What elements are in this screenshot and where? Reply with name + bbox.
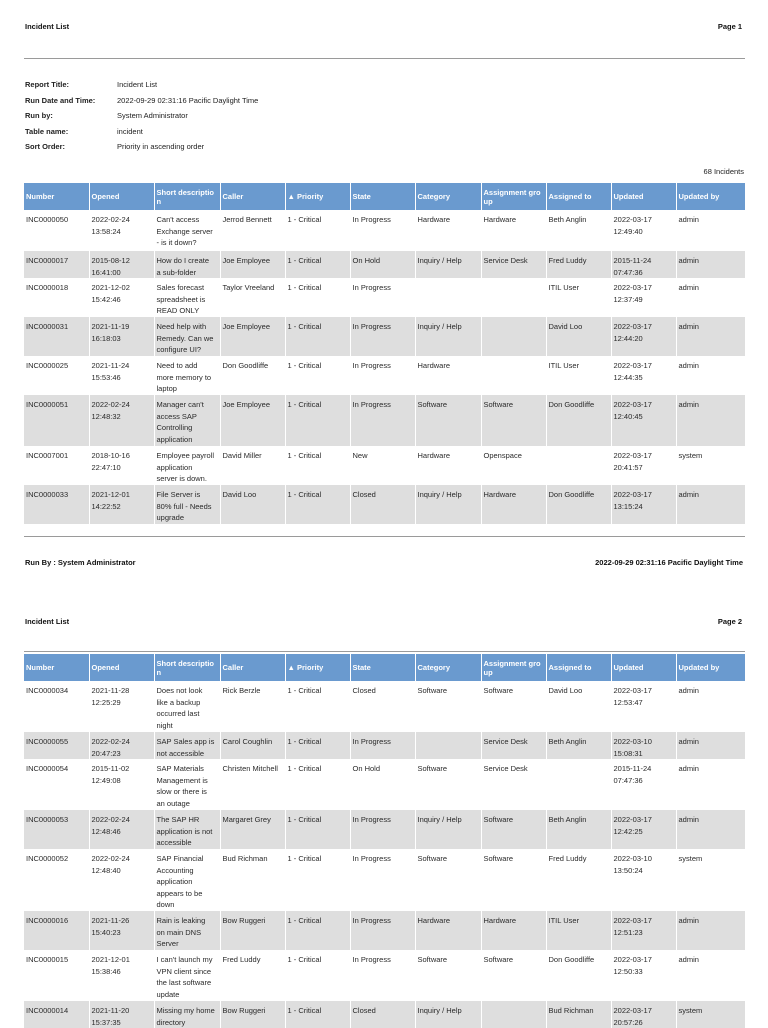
meta-row	[25, 96, 258, 112]
cell-state: In Progress	[350, 278, 415, 317]
column-header-opened[interactable]: Opened	[89, 654, 154, 681]
cell-category: Software	[415, 950, 481, 1001]
cell-opened: 2021-12-01 15:38:46	[89, 950, 154, 1001]
cell-opened: 2022-02-24 12:48:46	[89, 810, 154, 849]
cell-opened: 2021-12-01 14:22:52	[89, 485, 154, 524]
footer-run-by: Run By : System Administrator	[25, 558, 136, 567]
table-row	[24, 849, 745, 911]
cell-assignment-group	[481, 356, 546, 395]
column-header-priority[interactable]: ▲ Priority	[285, 183, 350, 210]
page1-page-number: Page 1	[717, 22, 742, 31]
table-row	[24, 317, 745, 356]
column-header-state[interactable]: State	[350, 183, 415, 210]
cell-updated-by: admin	[676, 681, 745, 732]
incident-table-page1	[24, 183, 746, 524]
cell-short-description: Employee payroll application server is down.	[154, 446, 220, 485]
cell-number[interactable]: INC0000050	[24, 210, 89, 251]
cell-priority: 1 - Critical	[285, 356, 350, 395]
cell-category	[415, 278, 481, 317]
cell-priority: 1 - Critical	[285, 911, 350, 950]
cell-short-description: Sales forecast spreadsheet is READ ONLY	[154, 278, 220, 317]
table-row	[24, 251, 745, 278]
cell-short-description: The SAP HR application is not accessible	[154, 810, 220, 849]
cell-updated-by: admin	[676, 395, 745, 446]
cell-priority: 1 - Critical	[285, 395, 350, 446]
cell-category: Inquiry / Help	[415, 1001, 481, 1028]
table-header-row	[24, 654, 745, 681]
cell-caller: Margaret Grey	[220, 810, 285, 849]
cell-state: In Progress	[350, 810, 415, 849]
cell-short-description: Does not look like a backup occurred last night	[154, 681, 220, 732]
cell-updated-by: admin	[676, 278, 745, 317]
cell-assigned-to: Don Goodliffe	[546, 395, 611, 446]
table-row	[24, 356, 745, 395]
cell-updated-by: admin	[676, 251, 745, 278]
cell-assigned-to: Don Goodliffe	[546, 485, 611, 524]
cell-number[interactable]: INC0000054	[24, 759, 89, 810]
table-row	[24, 210, 745, 251]
cell-assigned-to	[546, 759, 611, 810]
cell-caller: Joe Employee	[220, 395, 285, 446]
cell-assignment-group: Software	[481, 395, 546, 446]
cell-assignment-group: Software	[481, 950, 546, 1001]
column-header-opened[interactable]: Opened	[89, 183, 154, 210]
cell-category: Inquiry / Help	[415, 317, 481, 356]
cell-assignment-group: Software	[481, 849, 546, 911]
cell-updated: 2022-03-17 12:50:33	[611, 950, 676, 1001]
cell-updated: 2022-03-17 12:44:35	[611, 356, 676, 395]
cell-caller: Bow Ruggeri	[220, 1001, 285, 1028]
cell-number[interactable]: INC0000016	[24, 911, 89, 950]
cell-caller: David Miller	[220, 446, 285, 485]
cell-priority: 1 - Critical	[285, 1001, 350, 1028]
cell-opened: 2015-08-12 16:41:00	[89, 251, 154, 278]
cell-state: On Hold	[350, 759, 415, 810]
cell-state: In Progress	[350, 317, 415, 356]
cell-assignment-group: Service Desk	[481, 732, 546, 759]
cell-state: In Progress	[350, 732, 415, 759]
table-row	[24, 395, 745, 446]
cell-category: Inquiry / Help	[415, 810, 481, 849]
cell-short-description: File Server is 80% full - Needs upgrade	[154, 485, 220, 524]
cell-caller: Rick Berzle	[220, 681, 285, 732]
cell-number[interactable]: INC0000033	[24, 485, 89, 524]
cell-number[interactable]: INC0000055	[24, 732, 89, 759]
column-header-short-description[interactable]: Short descriptio n	[154, 183, 220, 210]
table-row	[24, 446, 745, 485]
cell-updated-by: admin	[676, 759, 745, 810]
cell-updated-by: admin	[676, 732, 745, 759]
cell-number[interactable]: INC0000025	[24, 356, 89, 395]
cell-updated: 2022-03-17 12:44:20	[611, 317, 676, 356]
table-row	[24, 732, 745, 759]
cell-state: In Progress	[350, 395, 415, 446]
cell-assigned-to: Fred Luddy	[546, 849, 611, 911]
cell-updated: 2015-11-24 07:47:36	[611, 251, 676, 278]
cell-assigned-to: ITIL User	[546, 911, 611, 950]
cell-assigned-to: David Loo	[546, 681, 611, 732]
table-row	[24, 950, 745, 1001]
cell-priority: 1 - Critical	[285, 849, 350, 911]
cell-opened: 2021-11-24 15:53:46	[89, 356, 154, 395]
footer-run-date: 2022-09-29 02:31:16 Pacific Daylight Time	[595, 558, 743, 567]
cell-assigned-to: ITIL User	[546, 278, 611, 317]
cell-assignment-group: Service Desk	[481, 251, 546, 278]
cell-updated: 2015-11-24 07:47:36	[611, 759, 676, 810]
cell-updated: 2022-03-17 12:42:25	[611, 810, 676, 849]
cell-number[interactable]: INC0000014	[24, 1001, 89, 1028]
cell-updated-by: admin	[676, 485, 745, 524]
cell-caller: Jerrod Bennett	[220, 210, 285, 251]
page1-header-rule	[24, 58, 745, 59]
cell-number[interactable]: INC0000017	[24, 251, 89, 278]
cell-state: In Progress	[350, 911, 415, 950]
cell-opened: 2022-02-24 20:47:23	[89, 732, 154, 759]
cell-caller: Fred Luddy	[220, 950, 285, 1001]
report-meta	[25, 80, 258, 158]
cell-updated-by: admin	[676, 911, 745, 950]
cell-updated-by: admin	[676, 317, 745, 356]
meta-key: Sort Order:	[25, 142, 66, 151]
cell-category: Software	[415, 849, 481, 911]
cell-short-description: How do I create a sub-folder	[154, 251, 220, 278]
cell-category: Software	[415, 681, 481, 732]
cell-assigned-to	[546, 446, 611, 485]
cell-opened: 2022-02-24 13:58:24	[89, 210, 154, 251]
cell-caller: Taylor Vreeland	[220, 278, 285, 317]
column-header-updated[interactable]: Updated	[611, 654, 676, 681]
incident-count: 68 Incidents	[703, 167, 744, 176]
cell-updated-by: admin	[676, 356, 745, 395]
cell-updated: 2022-03-17 20:57:26	[611, 1001, 676, 1028]
page2-page-number: Page 2	[717, 617, 742, 626]
table-row	[24, 759, 745, 810]
cell-caller: Don Goodliffe	[220, 356, 285, 395]
table-row	[24, 485, 745, 524]
column-header-updated-by[interactable]: Updated by	[676, 183, 745, 210]
cell-state: In Progress	[350, 210, 415, 251]
cell-caller: Bud Richman	[220, 849, 285, 911]
cell-updated-by: admin	[676, 210, 745, 251]
cell-state: In Progress	[350, 849, 415, 911]
column-header-category[interactable]: Category	[415, 654, 481, 681]
cell-state: Closed	[350, 681, 415, 732]
cell-short-description: Rain is leaking on main DNS Server	[154, 911, 220, 950]
cell-assigned-to: Don Goodliffe	[546, 950, 611, 1001]
meta-row	[25, 111, 258, 127]
cell-assigned-to: ITIL User	[546, 356, 611, 395]
cell-assignment-group	[481, 278, 546, 317]
table-row	[24, 911, 745, 950]
cell-updated-by: system	[676, 1001, 745, 1028]
column-header-number[interactable]: Number	[24, 183, 89, 210]
cell-opened: 2021-11-28 12:25:29	[89, 681, 154, 732]
column-header-assigned-to[interactable]: Assigned to	[546, 654, 611, 681]
cell-number[interactable]: INC0000015	[24, 950, 89, 1001]
cell-assignment-group	[481, 317, 546, 356]
page1-header-title: Incident List	[25, 22, 70, 31]
meta-key: Run Date and Time:	[25, 95, 96, 105]
cell-assigned-to: Beth Anglin	[546, 810, 611, 849]
cell-updated-by: system	[676, 446, 745, 485]
cell-category: Software	[415, 395, 481, 446]
page1-footer-rule	[24, 536, 745, 537]
cell-assignment-group: Software	[481, 681, 546, 732]
cell-short-description: Need help with Remedy. Can we configure UI?	[154, 317, 220, 356]
cell-assigned-to: Beth Anglin	[546, 732, 611, 759]
cell-short-description: SAP Sales app is not accessible	[154, 732, 220, 759]
column-header-caller[interactable]: Caller	[220, 654, 285, 681]
cell-caller: Joe Employee	[220, 317, 285, 356]
cell-short-description: I can't launch my VPN client since the last software update	[154, 950, 220, 1001]
cell-assignment-group: Openspace	[481, 446, 546, 485]
cell-number[interactable]: INC0000018	[24, 278, 89, 317]
cell-category: Inquiry / Help	[415, 485, 481, 524]
cell-assigned-to: Fred Luddy	[546, 251, 611, 278]
meta-value: Priority in ascending order	[117, 142, 205, 151]
cell-short-description: SAP Materials Management is slow or there is an outage	[154, 759, 220, 810]
cell-priority: 1 - Critical	[285, 759, 350, 810]
page2-header-title: Incident List	[25, 617, 70, 626]
cell-updated: 2022-03-17 13:15:24	[611, 485, 676, 524]
meta-value: System Administrator	[117, 111, 188, 120]
cell-caller: Christen Mitchell	[220, 759, 285, 810]
cell-updated: 2022-03-17 20:41:57	[611, 446, 676, 485]
cell-state: In Progress	[350, 950, 415, 1001]
meta-key: Run by:	[25, 111, 53, 120]
meta-row	[25, 80, 258, 96]
column-header-assignment-group[interactable]: Assignment gro up	[481, 654, 546, 681]
cell-updated: 2022-03-10 13:50:24	[611, 849, 676, 911]
column-header-caller[interactable]: Caller	[220, 183, 285, 210]
cell-assigned-to: Beth Anglin	[546, 210, 611, 251]
cell-short-description: Can't access Exchange server - is it down?	[154, 210, 220, 251]
cell-assigned-to: David Loo	[546, 317, 611, 356]
meta-value: 2022-09-29 02:31:16 Pacific Daylight Time	[117, 95, 259, 105]
cell-category: Hardware	[415, 356, 481, 395]
meta-row	[25, 127, 258, 143]
cell-assignment-group: Hardware	[481, 210, 546, 251]
cell-number[interactable]: INC0000052	[24, 849, 89, 911]
cell-priority: 1 - Critical	[285, 278, 350, 317]
column-header-assigned-to[interactable]: Assigned to	[546, 183, 611, 210]
cell-priority: 1 - Critical	[285, 810, 350, 849]
column-header-state[interactable]: State	[350, 654, 415, 681]
column-header-short-description[interactable]: Short descriptio n	[154, 654, 220, 681]
meta-row	[25, 142, 258, 158]
cell-assignment-group: Hardware	[481, 911, 546, 950]
cell-opened: 2022-02-24 12:48:40	[89, 849, 154, 911]
cell-opened: 2022-02-24 12:48:32	[89, 395, 154, 446]
cell-opened: 2021-11-20 15:37:35	[89, 1001, 154, 1028]
cell-updated-by: admin	[676, 810, 745, 849]
column-header-category[interactable]: Category	[415, 183, 481, 210]
cell-priority: 1 - Critical	[285, 210, 350, 251]
cell-state: In Progress	[350, 356, 415, 395]
cell-priority: 1 - Critical	[285, 681, 350, 732]
table-header-row	[24, 183, 745, 210]
cell-number[interactable]: INC0000053	[24, 810, 89, 849]
column-header-assignment-group[interactable]: Assignment gro up	[481, 183, 546, 210]
cell-assignment-group: Software	[481, 810, 546, 849]
cell-state: On Hold	[350, 251, 415, 278]
cell-assignment-group: Service Desk	[481, 759, 546, 810]
cell-priority: 1 - Critical	[285, 485, 350, 524]
cell-caller: David Loo	[220, 485, 285, 524]
cell-updated: 2022-03-17 12:40:45	[611, 395, 676, 446]
cell-updated: 2022-03-17 12:53:47	[611, 681, 676, 732]
column-header-priority[interactable]: ▲ Priority	[285, 654, 350, 681]
cell-priority: 1 - Critical	[285, 317, 350, 356]
cell-category: Hardware	[415, 210, 481, 251]
meta-value: Incident List	[117, 80, 158, 89]
cell-opened: 2021-12-02 15:42:46	[89, 278, 154, 317]
meta-key: Table name:	[25, 126, 69, 136]
cell-short-description: Need to add more memory to laptop	[154, 356, 220, 395]
cell-category	[415, 732, 481, 759]
cell-opened: 2015-11-02 12:49:08	[89, 759, 154, 810]
cell-updated: 2022-03-17 12:51:23	[611, 911, 676, 950]
column-header-number[interactable]: Number	[24, 654, 89, 681]
cell-number[interactable]: INC0000031	[24, 317, 89, 356]
cell-priority: 1 - Critical	[285, 950, 350, 1001]
table-row	[24, 681, 745, 732]
meta-value: incident	[117, 126, 143, 136]
cell-priority: 1 - Critical	[285, 251, 350, 278]
cell-priority: 1 - Critical	[285, 446, 350, 485]
cell-category: Hardware	[415, 911, 481, 950]
cell-updated: 2022-03-17 12:37:49	[611, 278, 676, 317]
cell-category: Hardware	[415, 446, 481, 485]
cell-assigned-to: Bud Richman	[546, 1001, 611, 1028]
cell-caller: Joe Employee	[220, 251, 285, 278]
cell-number[interactable]: INC0000034	[24, 681, 89, 732]
cell-number[interactable]: INC0007001	[24, 446, 89, 485]
column-header-updated[interactable]: Updated	[611, 183, 676, 210]
cell-caller: Bow Ruggeri	[220, 911, 285, 950]
cell-opened: 2018-10-16 22:47:10	[89, 446, 154, 485]
cell-opened: 2021-11-19 16:18:03	[89, 317, 154, 356]
cell-assignment-group: Hardware	[481, 485, 546, 524]
cell-opened: 2021-11-26 15:40:23	[89, 911, 154, 950]
cell-priority: 1 - Critical	[285, 732, 350, 759]
column-header-updated-by[interactable]: Updated by	[676, 654, 745, 681]
cell-updated-by: admin	[676, 950, 745, 1001]
cell-short-description: Missing my home directory	[154, 1001, 220, 1028]
meta-key: Report Title:	[25, 80, 70, 89]
cell-category: Inquiry / Help	[415, 251, 481, 278]
incident-table-page2	[24, 654, 746, 1028]
cell-category: Software	[415, 759, 481, 810]
cell-updated: 2022-03-17 12:49:40	[611, 210, 676, 251]
cell-state: New	[350, 446, 415, 485]
cell-short-description: Manager can't access SAP Controlling application	[154, 395, 220, 446]
cell-updated: 2022-03-10 15:08:31	[611, 732, 676, 759]
cell-number[interactable]: INC0000051	[24, 395, 89, 446]
cell-short-description: SAP Financial Accounting application appears to be down	[154, 849, 220, 911]
cell-caller: Carol Coughlin	[220, 732, 285, 759]
page2-header-rule	[24, 651, 745, 652]
cell-updated-by: system	[676, 849, 745, 911]
cell-state: Closed	[350, 485, 415, 524]
cell-state: Closed	[350, 1001, 415, 1028]
table-row	[24, 278, 745, 317]
table-row	[24, 810, 745, 849]
